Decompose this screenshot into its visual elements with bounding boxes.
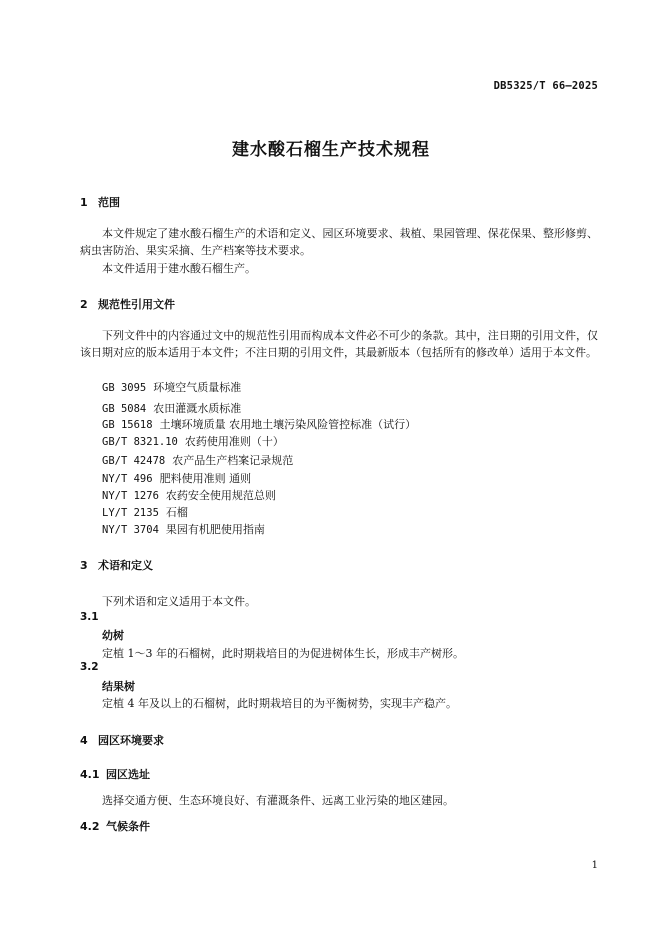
reference-name: 土壤环境质量 农用地土壤污染风险管控标准（试行）	[159, 418, 417, 431]
section-1-paragraph-1: 本文件规定了建水酸石榴生产的术语和定义、园区环境要求、栽植、果园管理、保花保果、整形修剪、病虫害防治、果实采摘、生产档案等技术要求。	[80, 227, 598, 257]
section-number: 3	[80, 559, 88, 572]
term-name: 结果树	[102, 680, 135, 693]
reference-code: GB/T 42478	[102, 455, 166, 467]
section-3-paragraph-1: 下列术语和定义适用于本文件。	[102, 595, 256, 608]
section-4-heading	[80, 732, 164, 748]
reference-item	[102, 504, 188, 520]
reference-item	[102, 400, 241, 416]
subsection-number: 4.2	[80, 820, 100, 833]
document-title: 建水酸石榴生产技术规程	[232, 140, 430, 160]
reference-name: 农田灌溉水质标准	[153, 402, 242, 415]
subsection-title: 气候条件	[106, 820, 150, 833]
reference-name: 环境空气质量标准	[153, 381, 242, 394]
subsection-4-1-paragraph: 选择交通方便、生态环境良好、有灌溉条件、远离工业污染的地区建园。	[102, 794, 454, 807]
reference-code: NY/T 1276	[102, 490, 159, 502]
reference-code: NY/T 3704	[102, 524, 159, 536]
section-1-paragraph-2: 本文件适用于建水酸石榴生产。	[102, 262, 256, 275]
section-title: 园区环境要求	[98, 734, 164, 747]
subsection-number: 4.1	[80, 768, 100, 781]
reference-code: LY/T 2135	[102, 507, 159, 519]
reference-name: 农药使用准则（十）	[184, 435, 284, 448]
reference-name: 石榴	[165, 506, 188, 519]
reference-name: 肥料使用准则 通则	[159, 472, 252, 485]
section-number: 1	[80, 196, 88, 209]
section-title: 范围	[98, 196, 120, 209]
reference-code: GB 15618	[102, 419, 153, 431]
reference-item	[102, 521, 265, 537]
term-definition: 定植 1～3 年的石榴树，此时期栽培目的为促进树体生长，形成丰产树形。	[102, 647, 464, 660]
subsection-4-2-heading	[80, 818, 150, 834]
reference-item	[102, 433, 284, 449]
reference-code: NY/T 496	[102, 473, 153, 485]
section-3-heading	[80, 557, 153, 573]
subsection-title: 园区选址	[106, 768, 150, 781]
term-name: 幼树	[102, 629, 124, 642]
reference-code: GB/T 8321.10	[102, 436, 178, 448]
reference-name: 农产品生产档案记录规范	[172, 454, 294, 467]
section-title: 规范性引用文件	[98, 298, 175, 311]
subsection-4-1-heading	[80, 766, 150, 782]
term-number: 3.1	[80, 611, 99, 623]
section-title: 术语和定义	[98, 559, 153, 572]
document-code: DB5325/T 66—2025	[493, 80, 598, 92]
section-2-heading	[80, 296, 175, 312]
reference-item	[102, 452, 293, 468]
section-1-heading	[80, 194, 120, 210]
reference-code: GB 5084	[102, 403, 147, 415]
reference-name: 果园有机肥使用指南	[165, 523, 265, 536]
reference-item	[102, 487, 276, 503]
term-definition: 定植 4 年及以上的石榴树，此时期栽培目的为平衡树势，实现丰产稳产。	[102, 697, 457, 710]
reference-code: GB 3095	[102, 382, 147, 394]
term-number: 3.2	[80, 661, 99, 673]
reference-item	[102, 379, 241, 395]
section-number: 2	[80, 298, 88, 311]
page-number: 1	[591, 860, 598, 871]
reference-name: 农药安全使用规范总则	[165, 489, 276, 502]
reference-item	[102, 470, 251, 486]
reference-item	[102, 416, 416, 432]
section-2-paragraph-1: 下列文件中的内容通过文中的规范性引用而构成本文件必不可少的条款。其中，注日期的引用文件，仅该日期对应的版本适用于本文件；不注日期的引用文件，其最新版本（包括所有的修改单）适用于本文件。	[80, 329, 598, 359]
section-number: 4	[80, 734, 88, 747]
